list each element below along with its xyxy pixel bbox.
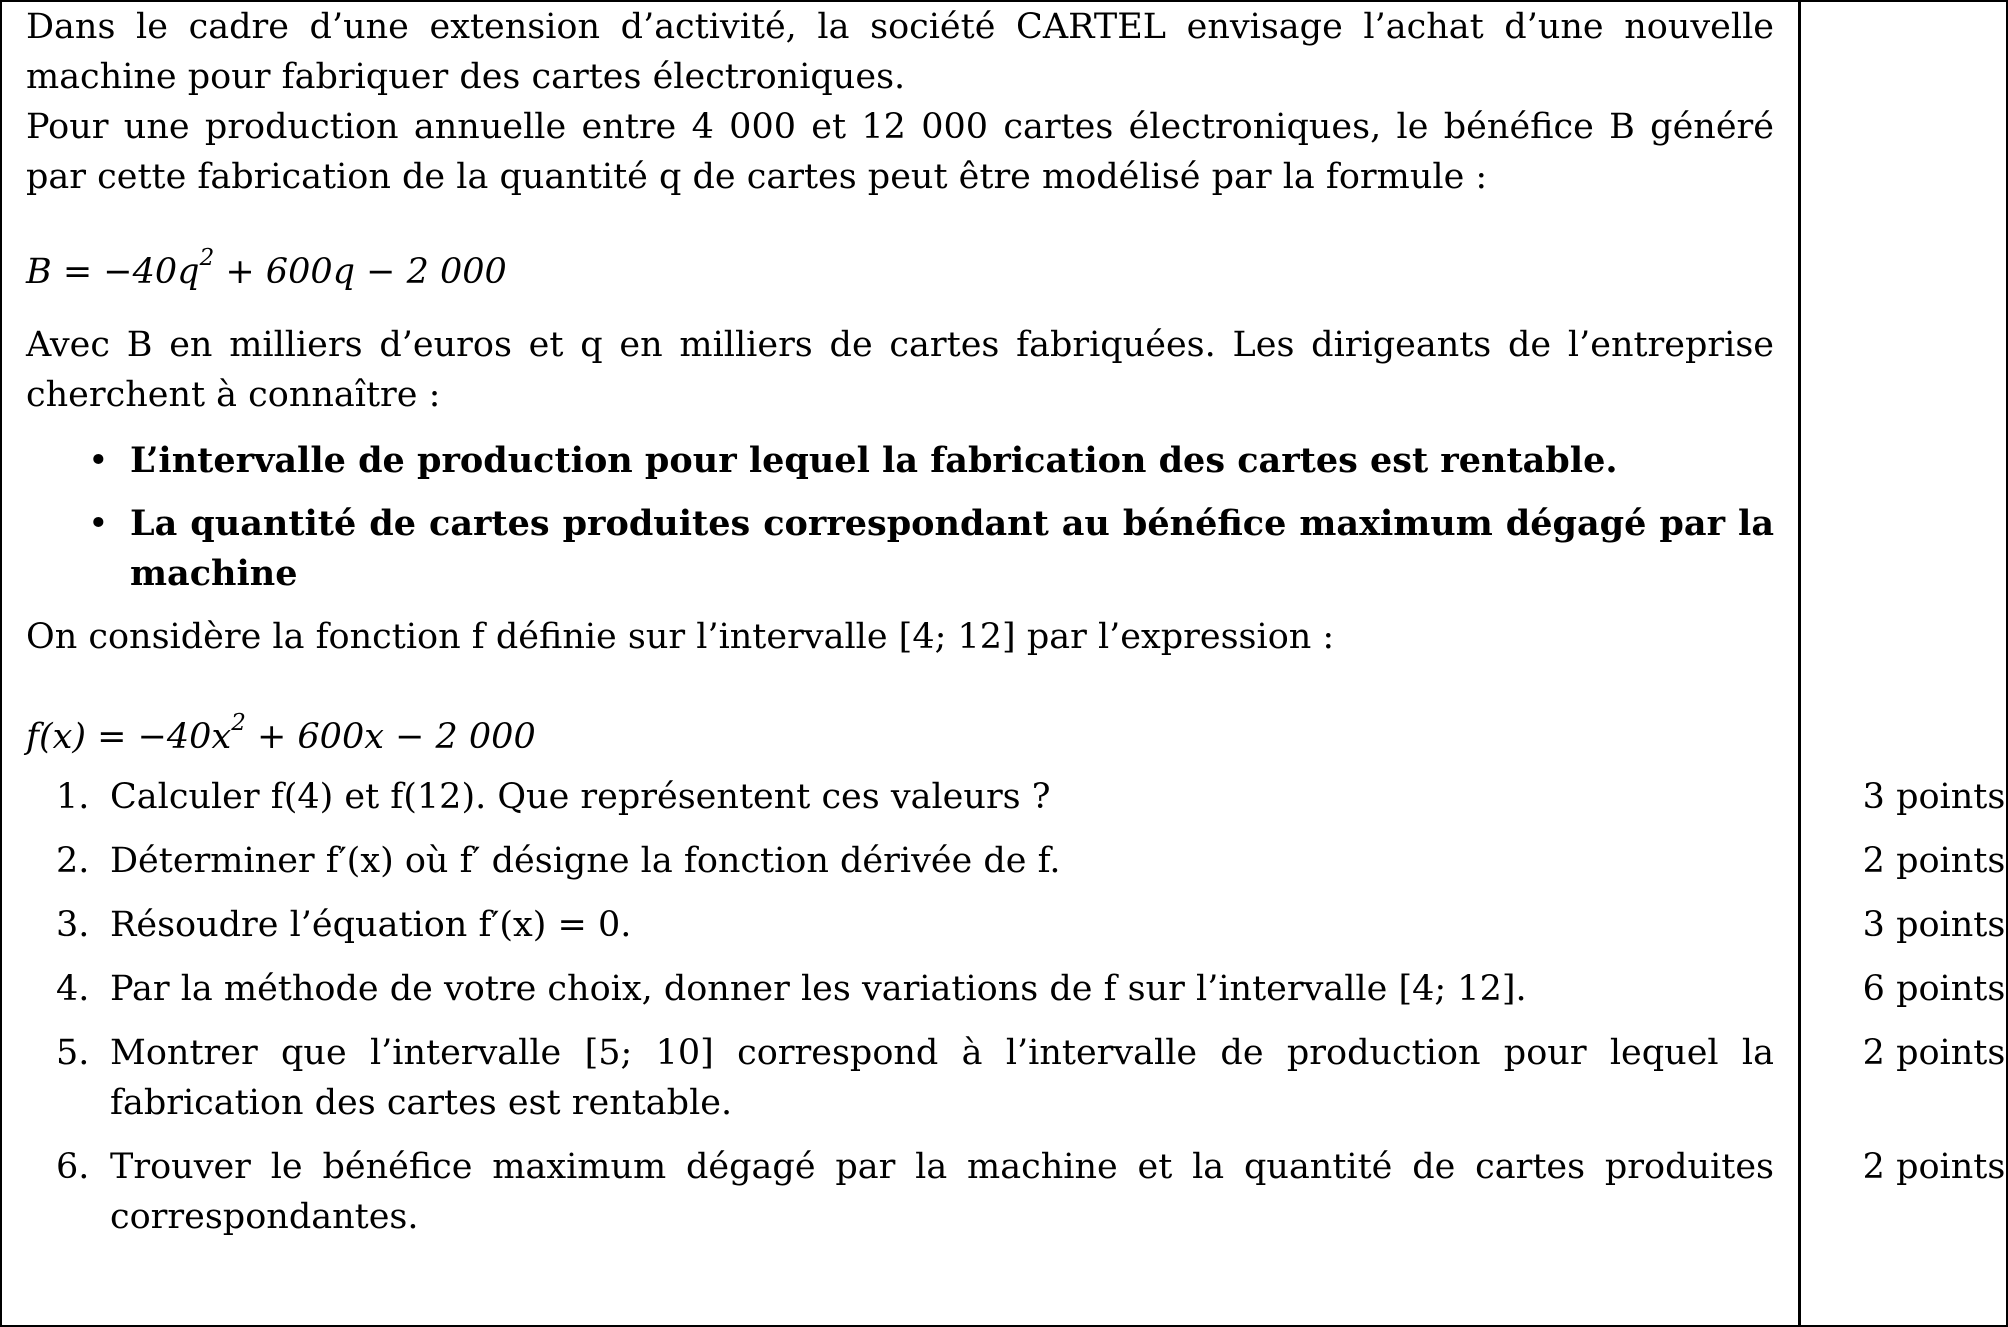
question-number: 6. — [56, 1147, 90, 1187]
question-text: Par la méthode de votre choix, donner les variations de f sur l’intervalle [4; 12]. — [110, 969, 1527, 1009]
question-text: Calculer f(4) et f(12). Que représentent ces valeurs ? — [110, 777, 1051, 817]
intro-paragraph-1: Dans le cadre d’une extension d’activité, la société CARTEL envisage l’achat d’une nouvelle machine pour fabriquer des cartes électroniques. — [26, 7, 1774, 97]
question-text: Déterminer f′(x) où f′ désigne la fonction dérivée de f. — [110, 841, 1061, 881]
questions-list — [56, 772, 2006, 1242]
function-definition: On considère la fonction f définie sur l’intervalle [4; 12] par l’expression : — [26, 617, 1335, 657]
exercise-content — [26, 2, 2006, 1256]
objective-item: • L’intervalle de production pour lequel la fabrication des cartes est rentable. — [88, 436, 1774, 486]
objectives-list — [88, 436, 1774, 599]
question-number: 2. — [56, 841, 90, 881]
question-points: 3 points — [1862, 777, 2006, 817]
intro-paragraph-3: Avec B en milliers d’euros et q en milliers de cartes fabriquées. Les dirigeants de l’entreprise cherchent à connaître : — [26, 325, 1774, 415]
question-number: 4. — [56, 969, 90, 1009]
question-text: Trouver le bénéfice maximum dégagé par la machine et la quantité de cartes produites correspondantes. — [110, 1147, 1774, 1237]
question-item — [56, 964, 2006, 1014]
question-points: 2 points — [1862, 1033, 2006, 1073]
question-text: Résoudre l’équation f′(x) = 0. — [110, 905, 632, 945]
question-points: 2 points — [1862, 1147, 2006, 1187]
benefit-formula-rest: + 600q − 2 000 — [214, 252, 507, 292]
question-number: 1. — [56, 777, 90, 817]
question-item — [56, 772, 2006, 822]
benefit-formula — [26, 247, 1774, 297]
function-formula-exponent: 2 — [231, 710, 246, 736]
function-formula-main: f(x) = −40x — [26, 717, 232, 757]
question-points: 2 points — [1862, 841, 2006, 881]
question-item — [56, 900, 2006, 950]
objective-item: • La quantité de cartes produites correspondant au bénéfice maximum dégagé par la machine — [88, 499, 1774, 599]
function-formula-rest: + 600x − 2 000 — [245, 717, 536, 757]
question-points: 6 points — [1862, 969, 2006, 1009]
question-item — [56, 836, 2006, 886]
benefit-formula-main: B = −40q — [26, 252, 200, 292]
question-item — [56, 1028, 2006, 1128]
question-points: 3 points — [1862, 905, 2006, 945]
function-formula — [26, 712, 1774, 762]
question-number: 5. — [56, 1033, 90, 1073]
question-text: Montrer que l’intervalle [5; 10] correspond à l’intervalle de production pour lequel la fabrication des cartes est rentable. — [110, 1033, 1774, 1123]
question-item — [56, 1142, 2006, 1242]
question-number: 3. — [56, 905, 90, 945]
column-divider — [1798, 0, 1801, 1327]
intro-paragraph-2: Pour une production annuelle entre 4 000 et 12 000 cartes électroniques, le bénéfice B généré par cette fabrication de la quantité q de cartes peut être modélisé par la formule : — [26, 107, 1774, 197]
benefit-formula-exponent: 2 — [199, 245, 215, 271]
